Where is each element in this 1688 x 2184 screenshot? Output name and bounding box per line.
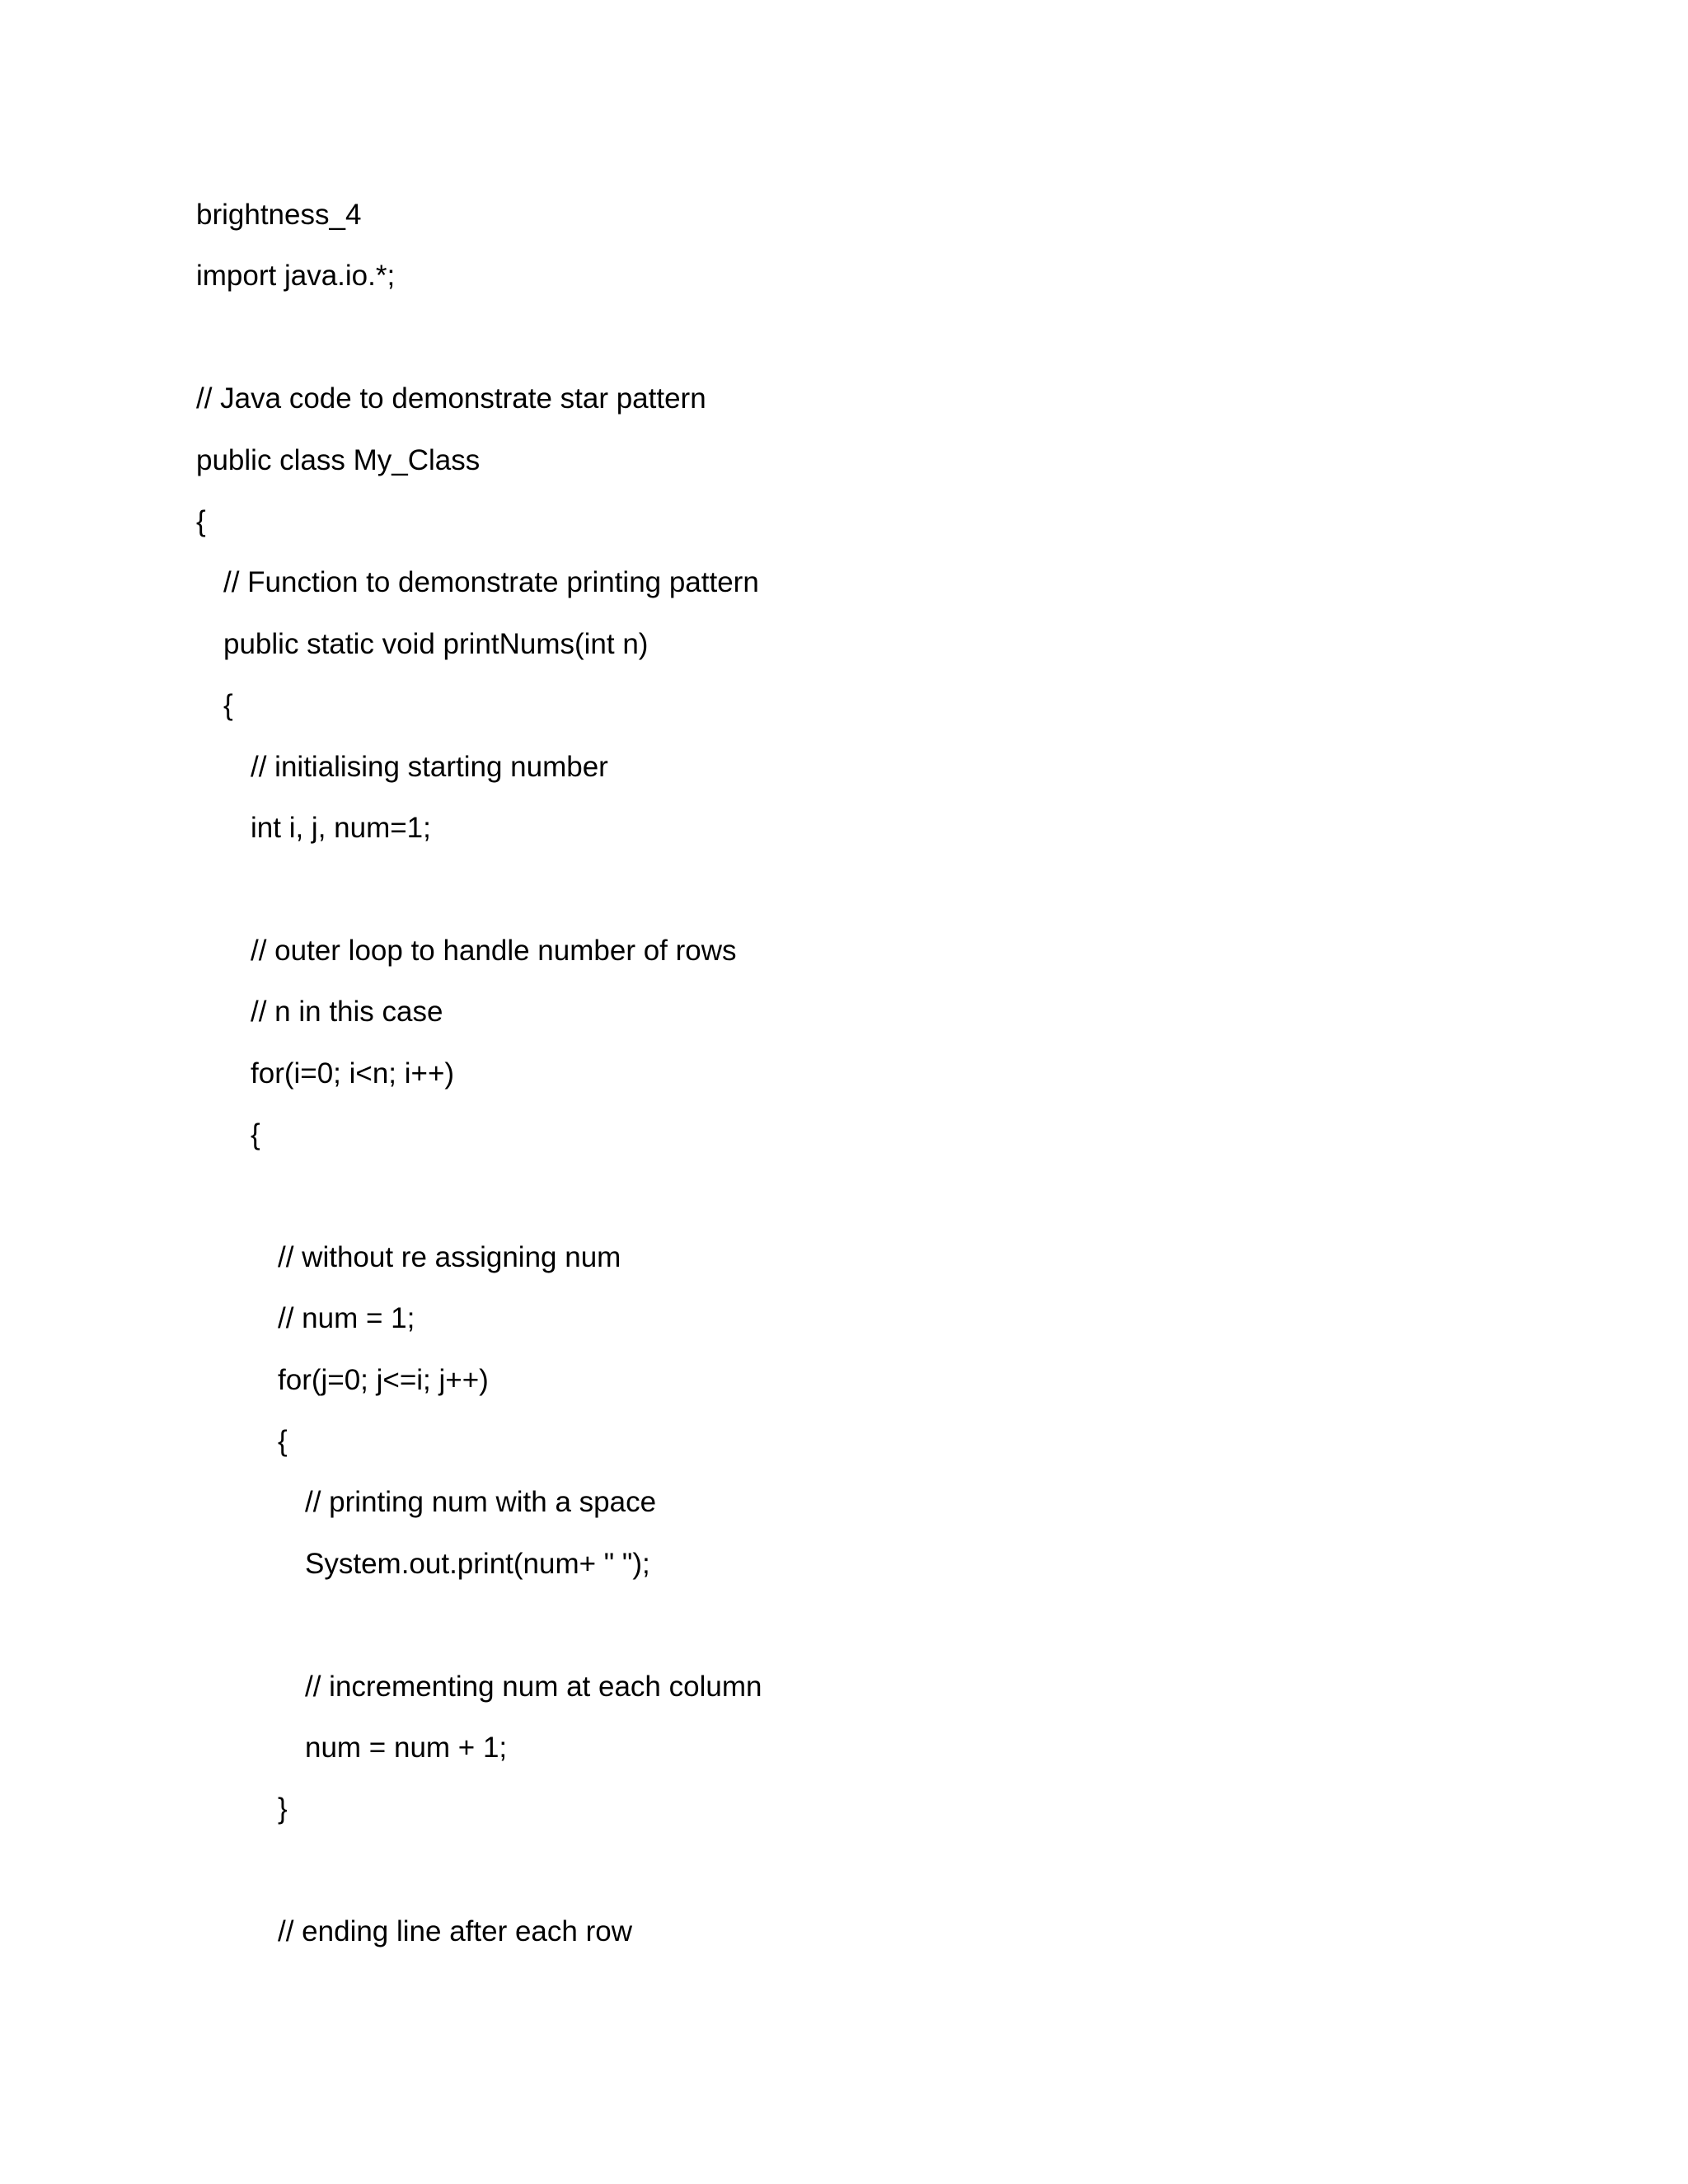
code-line: // Function to demonstrate printing pattern <box>223 566 759 598</box>
code-line: // without re assigning num <box>278 1241 621 1273</box>
code-line: public class My_Class <box>196 444 481 476</box>
code-line: { <box>223 689 233 721</box>
code-line: { <box>278 1425 288 1457</box>
code-line: // ending line after each row <box>278 1915 632 1947</box>
code-line: for(j=0; j<=i; j++) <box>278 1364 489 1396</box>
code-line: // printing num with a space <box>305 1486 657 1518</box>
code-line: // incrementing num at each column <box>305 1671 762 1703</box>
code-line: // num = 1; <box>278 1302 415 1334</box>
code-line: } <box>278 1793 288 1825</box>
code-line: // outer loop to handle number of rows <box>251 935 737 967</box>
code-line: { <box>251 1118 260 1151</box>
code-line: { <box>196 505 206 537</box>
code-line: // Java code to demonstrate star pattern <box>196 382 706 415</box>
code-line: import java.io.*; <box>196 260 396 292</box>
code-line: num = num + 1; <box>305 1732 508 1764</box>
code-line: brightness_4 <box>196 199 362 231</box>
code-line: int i, j, num=1; <box>251 812 431 844</box>
code-line: System.out.print(num+ " "); <box>305 1548 650 1580</box>
code-line: // initialising starting number <box>251 751 608 783</box>
code-line: for(i=0; i<n; i++) <box>251 1057 455 1090</box>
code-line: // n in this case <box>251 996 443 1028</box>
code-line: public static void printNums(int n) <box>223 628 649 660</box>
